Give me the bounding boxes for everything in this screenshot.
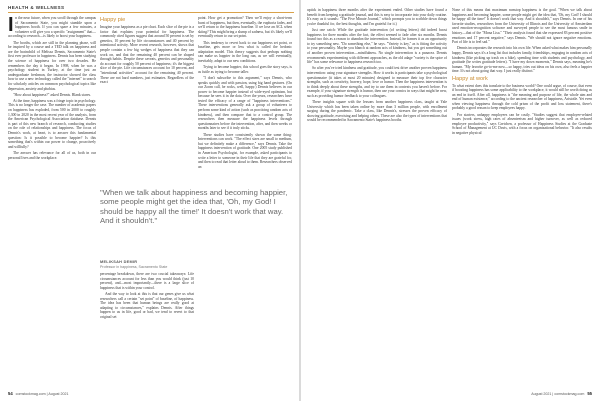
section-rule	[8, 12, 294, 13]
paragraph: For starters, unhappy employees can be costly. "Studies suggest that employee-related issues (work stress, high rates of absenteeism and higher turnover, as well as reduced employee productivity," says Gretchen, a professor of Happiness Studies at the Graduate School of Management at UC Davis, with a focus on organizational behavior. "It also results in negative physical	[452, 112, 592, 136]
paragraph: percentage breakdown, there are two crucial takeaways: Life circumstances account for less than you would think (just 10 percent), and—most importantly—there is a large slice of happiness that is within your control.	[100, 272, 194, 290]
page-number-left: 54	[8, 391, 13, 396]
paragraph: point. How get a promotion? Then we'll enjoy a short-term burst of happiness, but then, eventually, the euphoria fades, and we'll return to the happiness baseline. If we lose an ACL when skiing? This might bring a slump of sadness, but it's likely we'll eventually return to our set point.	[198, 16, 292, 39]
paragraph: None of this means that maximum nonstop happiness is the goal. "When we talk about happiness and becoming happier, some people might get the idea that, 'Oh, my God! I should be happy all the time!' It doesn't work that way. And it shouldn't," says Dennis. In one of his favorite studies, researchers from the University of Illinois and the University of Amsterdam used emotion-recognition software and surveyed people to see the most famous smile in history—that of the "Mona Lisa." "Their analysis found that she expressed 83 percent positive emotions and 17 percent negative," says Dennis. "We should not ignore negative emotions. Part of life is to feel sad."	[452, 8, 592, 45]
subhead-happy-pie: Happy pie	[100, 17, 126, 23]
paragraph: At the time, happiness was a fringe topic in psychology. This is no longer the case. The number of academic papers on happiness has exploded, from 500 in 2000 to roughly 1,300 in 2020 in the most recent year of the analysis, from the American Psychological Association database. Dennis is part of this new branch of research, conducting studies on the role of relationships and happiness. The focus of Dennis's work, at heart, is to answer this fundamental question: Is it possible to become happier? Is this something that's within our power to change, proactively and willfully?	[8, 98, 96, 149]
lead-paragraph: In the near future, when you scroll through the campus of Sacramento State, you might stumble upon a happiness booth. If you can spare a few minutes, a volunteer will give you a specific "assignment" that—according to research—is likely to boost your happiness.	[8, 14, 96, 39]
column-5	[452, 8, 592, 137]
paragraph: To what extent does this translate to the business world? One could argue, of course, that even if boosting happiness has some applicability to the workplace, it would still be worth doing as an end in itself. After all, happiness is "the meaning and purpose of life, the whole aim and end of human existence," according to the ancient researcher of happiness, Aristotle. Yet even when viewing happiness through the cold prism of the profit and loss statement, there's probably a good reason to keep employees happy.	[452, 83, 592, 111]
drop-cap: I	[8, 14, 14, 36]
column-3	[198, 16, 292, 171]
paragraph: This tendency to revert back to our happiness set point, or baseline, gets more or less what is called the hedonic adaptation model. This theory suggests that perhaps nothing can make us happier in the long run, as we will eventually, inevitably, adapt to our new conditions.	[198, 40, 292, 63]
pull-quote-credit	[100, 260, 290, 269]
footer-left	[8, 391, 69, 396]
paragraph: "How about happiness?" asked Dennis. Blank stares.	[13, 92, 91, 97]
footer-left-text: comstockmag.com | August 2021	[15, 392, 69, 396]
page-gutter	[299, 0, 301, 401]
paragraph: These insights square with the lessons from another happiness class, taught at Yale University which has been taken online by more than 3 million people, with enrollment surging during the pandemic. Take a class, like Dennis's, stresses the proven efficacy of showing gratitude, exercising and helping others. These are also the types of interventions that would be recommended in Sacramento State's happiness booths.	[307, 100, 447, 123]
paragraph: These studies have consistently shown the same thing: Interventions can work. "The effect sizes are small to medium, but we definitely make a difference," says Dennis. Take the happiness intervention of gratitude. One 2005 study published in American Psychologist, for example, asked participants to write a letter to someone in their life that they are grateful for, and then to read that letter aloud to them. Researchers observed an	[198, 132, 292, 169]
column-4	[307, 8, 447, 125]
paragraph: uptick in happiness three months after the experiment ended. Other studies have found a benefit from keeping a gratitude journal, and this is easy to incorporate into your daily routine. It's easy as it sounds: "The Five Minute Journal," which prompts you to scribble down things you're thankful for, the best thoughts, and I'm grateful for it.)	[307, 8, 447, 26]
paragraph: The answer has relevance for all of us, both in our personal lives and the workplace.	[8, 151, 96, 160]
paragraph: Dennis incorporates the research into his own life. When asked what makes him personally happy, Dennis says it's a long list that includes family, friendships, engaging in random acts of kindness (like picking up trash on a hike), spending time with students and psychology, and gratitude (he writes gratitude letters). "I have my down moments," Dennis says, meaning he's human. "My favorite go-to-me now—so happy, tries out ideas on his own, also feels a happier time. It's not about going that way. I just really distinct."	[452, 46, 592, 74]
section-label: HEALTH & WELLNESS	[8, 5, 65, 10]
paragraph: So after you've tried kindness and gratitude, you could test drive another proven happiness intervention: using your signature strengths. How it works is participants take a psychological questionnaire (it takes at most 20 minutes) designed to measure their top five character strengths, such as creativity, bravery, hope, love or humor. Then the happiness intervention is to think deeply about these strengths, and try to use them in contexts you haven't before. For example, if your signature strength is humor, then use your comics in ways that might be new, such as providing humor feedback to your colleagues.	[307, 66, 447, 98]
paragraph: Imagine your happiness as a pie chart. Each slice of the pie is a factor that explains your potential for happiness. The commonly cited figures suggest that around 50 percent is set by genetics, 10 percent by life circumstances and 40 percent by intentional activity. More recent research, however, shows that people contain a few big wedges of happiness that they can work on, and that the remaining 40 percent can be shaped through habits. Despite these caveats, genetics and personality do account for roughly 50 percent of happiness; it's the biggest slice of the pie. Life circumstances account for 10 percent, and "intentional activities" account for the remaining 40 percent. These are not hard numbers, just estimates. Regardless of the exact	[100, 25, 195, 85]
column-2	[100, 16, 194, 86]
pull-quote: "When we talk about happiness and becoming happier, some people might get the idea that, 'Oh, my God! I should be happy all the time!' It doesn't work that way. And it shouldn't."	[100, 188, 288, 226]
column-2-bottom	[100, 272, 194, 321]
footer-right	[531, 391, 592, 396]
column-1	[8, 16, 96, 162]
paragraph: And the way to look at this is that our genes give us what researchers call a certain "set point" of baseline, of happiness. The idea has been that human beings are really good at adapting to circumstances," explains Dennis. After things happen to us in life, good or bad, we tend to revert to that original set	[100, 291, 194, 319]
subhead-happy-at-work: Happy at work	[452, 75, 488, 82]
pull-quote-role: Professor in happiness, Sacramento State	[100, 265, 168, 269]
footer-right-text: August 2021 | comstockmag.com	[531, 392, 585, 396]
paragraph: Just one catch: While the gratitude intervention (of writing letters) did indeed boost happiness for three months after the fact, the effect seemed to fade after six months. Dennis found two this as a reason to abandon the intervention. Instead, he frames it as an opportunity to try something new. "Do something else," he says. "Variety is key," as is fitting the activity to your personality. Maybe you blanch at random acts of kindness, but you get something out of another proven intervention—mindfulness. No single intervention is a panacea. Dennis recommends experimenting with different approaches, as the old adage "variety is the spice of life" has some relevance to happiness research too.	[307, 27, 447, 65]
paragraph: "I don't subscribe to this argument," says Dennis, who speaks quickly and with passion, using big hand gestures. (On our Zoom call, he rocks, well, happy.) Dennis believes in our power to become happier instead of wide-eyed optimism, but because he sees it in the data. Over the years, researchers have tested the efficacy of a range of "happiness interventions." These interventions generally ask a group of volunteers to perform some kind of action (such as practicing random acts of kindness), and then compare that to a control group. The researchers then measure the happiness levels through questionnaires before the intervention, after, and then weeks or months later to see if it truly sticks.	[198, 75, 292, 131]
page-number-right: 55	[587, 391, 592, 396]
paragraph: The booths, which are still in the planning phase, will be inspired by a course and a TED talk on happiness and are the brainchild of Melissa Dennis, Sacramento State's first ever professor in happiness. Dennis has been studying the science of happiness for over two decades. He remembers the day it began. In 1998, when he was a psychology student in Turkey, at the time just an undergraduate freshman, the instructor showed the class how to use a new technology called the "internet" to search for scholarly articles on common psychological topics like depression, anxiety and phobias.	[8, 40, 96, 91]
pull-quote-name: MELIKSAH DEMIR	[100, 260, 138, 264]
paragraph: Trying to become happier, this school goes the story says, is as futile as trying to become taller.	[198, 65, 292, 74]
